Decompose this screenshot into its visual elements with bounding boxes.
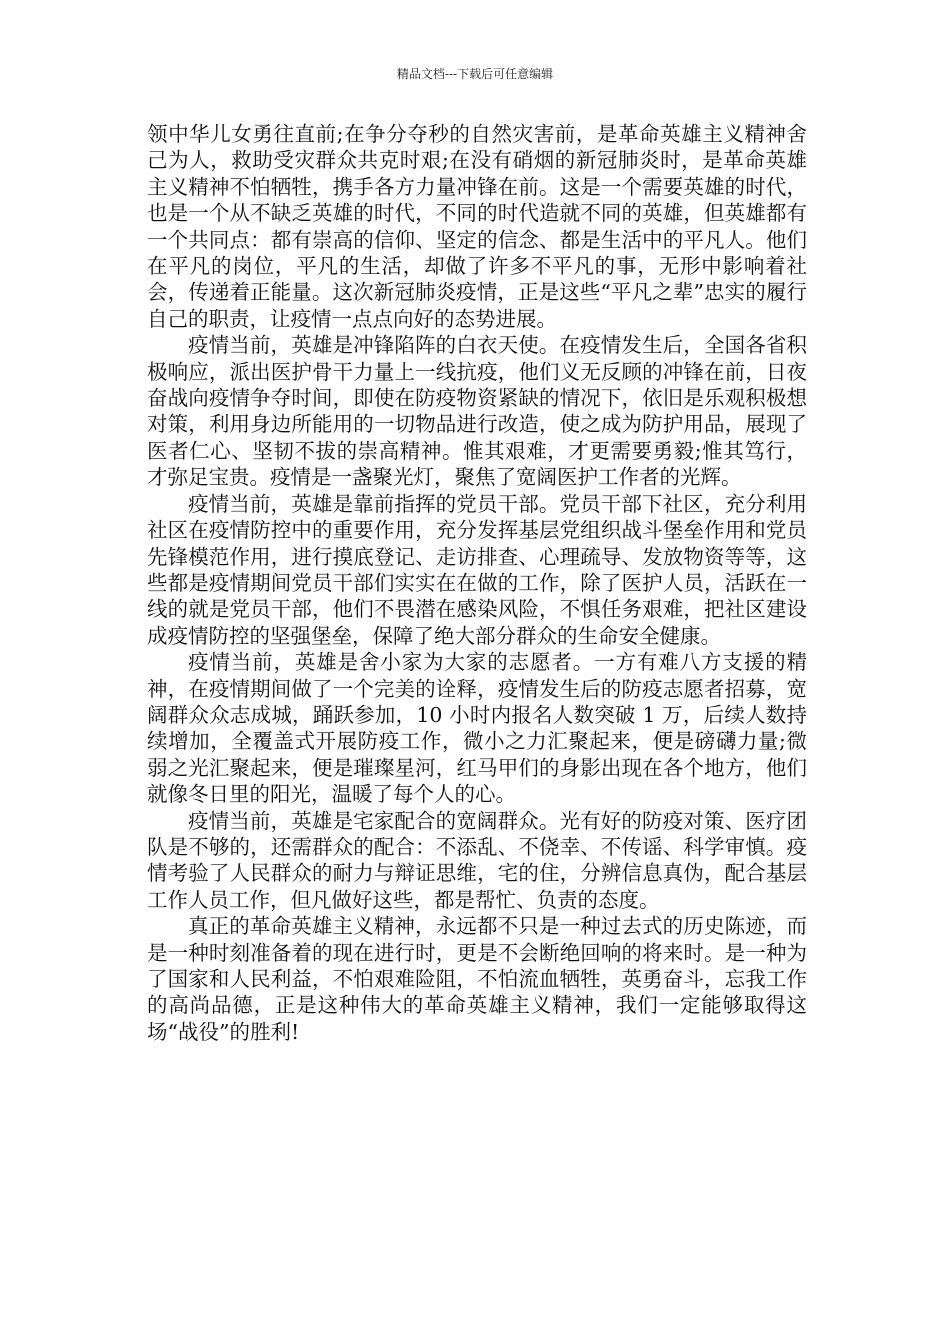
paragraph-heroism-intro: 领中华儿女勇往直前;在争分夺秒的自然灾害前，是革命英雄主义精神舍己为人，救助受灾群众共克时艰;在没有硝烟的新冠肺炎时，是革命英雄主义精神不怕牺牲，携手各方力量冲锋在前。这是一个需要英雄的时代，也是一个从不缺乏英雄的时代，不同的时代造就不同的英雄，但英雄都有一个共同点：都有崇高的信仰、坚定的信念、都是生活中的平凡人。他们在平凡的岗位，平凡的生活，却做了许多不平凡的事，无形中影响着社会，传递着正能量。这次新冠肺炎疫情，正是这些“平凡之辈”忠实的履行自己的职责，让疫情一点点向好的态势进展。 bbox=[147, 122, 807, 331]
paragraph-party-cadres: 疫情当前，英雄是靠前指挥的党员干部。党员干部下社区，充分利用社区在疫情防控中的重要作用，充分发挥基层党组织战斗堡垒作用和党员先锋模范作用，进行摸底登记、走访排查、心理疏导、发放物资等等，这些都是疫情期间党员干部们实实在在做的工作，除了医护人员，活跃在一线的就是党员干部，他们不畏潜在感染风险，不惧任务艰难，把社区建设成疫情防控的坚强堡垒，保障了绝大部分群众的生命安全健康。 bbox=[147, 491, 807, 648]
paragraph-volunteers: 疫情当前，英雄是舍小家为大家的志愿者。一方有难八方支援的精神，在疫情期间做了一个完美的诠释，疫情发生后的防疫志愿者招募，宽阔群众众志成城，踊跃参加，10 小时内报名人数突破 1 万，后续人数持续增加，全覆盖式开展防疫工作，微小之力汇聚起来，便是磅礴力量;微弱之光汇聚起来，便是璀璨星河，红马甲们的身影出现在各个地方，他们就像冬日里的阳光，温暖了每个人的心。 bbox=[147, 650, 807, 807]
paragraph-medical-workers: 疫情当前，英雄是冲锋陷阵的白衣天使。在疫情发生后，全国各省积极响应，派出医护骨干力量上一线抗疫，他们义无反顾的冲锋在前，日夜奋战向疫情争夺时间，即使在防疫物资紧缺的情况下，依旧是乐观积极想对策，利用身边所能用的一切物品进行改造，使之成为防护用品，展现了医者仁心、坚韧不拔的崇高精神。惟其艰难，才更需要勇毅;惟其笃行，才弥足宝贵。疫情是一盏聚光灯，聚焦了宽阔医护工作者的光辉。 bbox=[147, 333, 807, 490]
paragraph-conclusion: 真正的革命英雄主义精神，永远都不只是一种过去式的历史陈迹，而是一种时刻准备着的现在进行时，更是不会断绝回响的将来时。是一种为了国家和人民利益，不怕艰难险阻，不怕流血牺牲，英勇奋斗，忘我工作的高尚品德，正是这种伟大的革命英雄主义精神，我们一定能够取得这场“战役”的胜利! bbox=[147, 914, 807, 1044]
page-header: 精品文档---下载后可任意编辑 bbox=[396, 67, 554, 81]
document-body bbox=[147, 121, 807, 1045]
paragraph-public-cooperation: 疫情当前，英雄是宅家配合的宽阔群众。光有好的防疫对策、医疗团队是不够的，还需群众的配合：不添乱、不侥幸、不传谣、科学审慎。疫情考验了人民群众的耐力与辩证思维，宅的住，分辨信息真伪，配合基层工作人员工作，但凡做好这些，都是帮忙、负责的态度。 bbox=[147, 808, 807, 912]
